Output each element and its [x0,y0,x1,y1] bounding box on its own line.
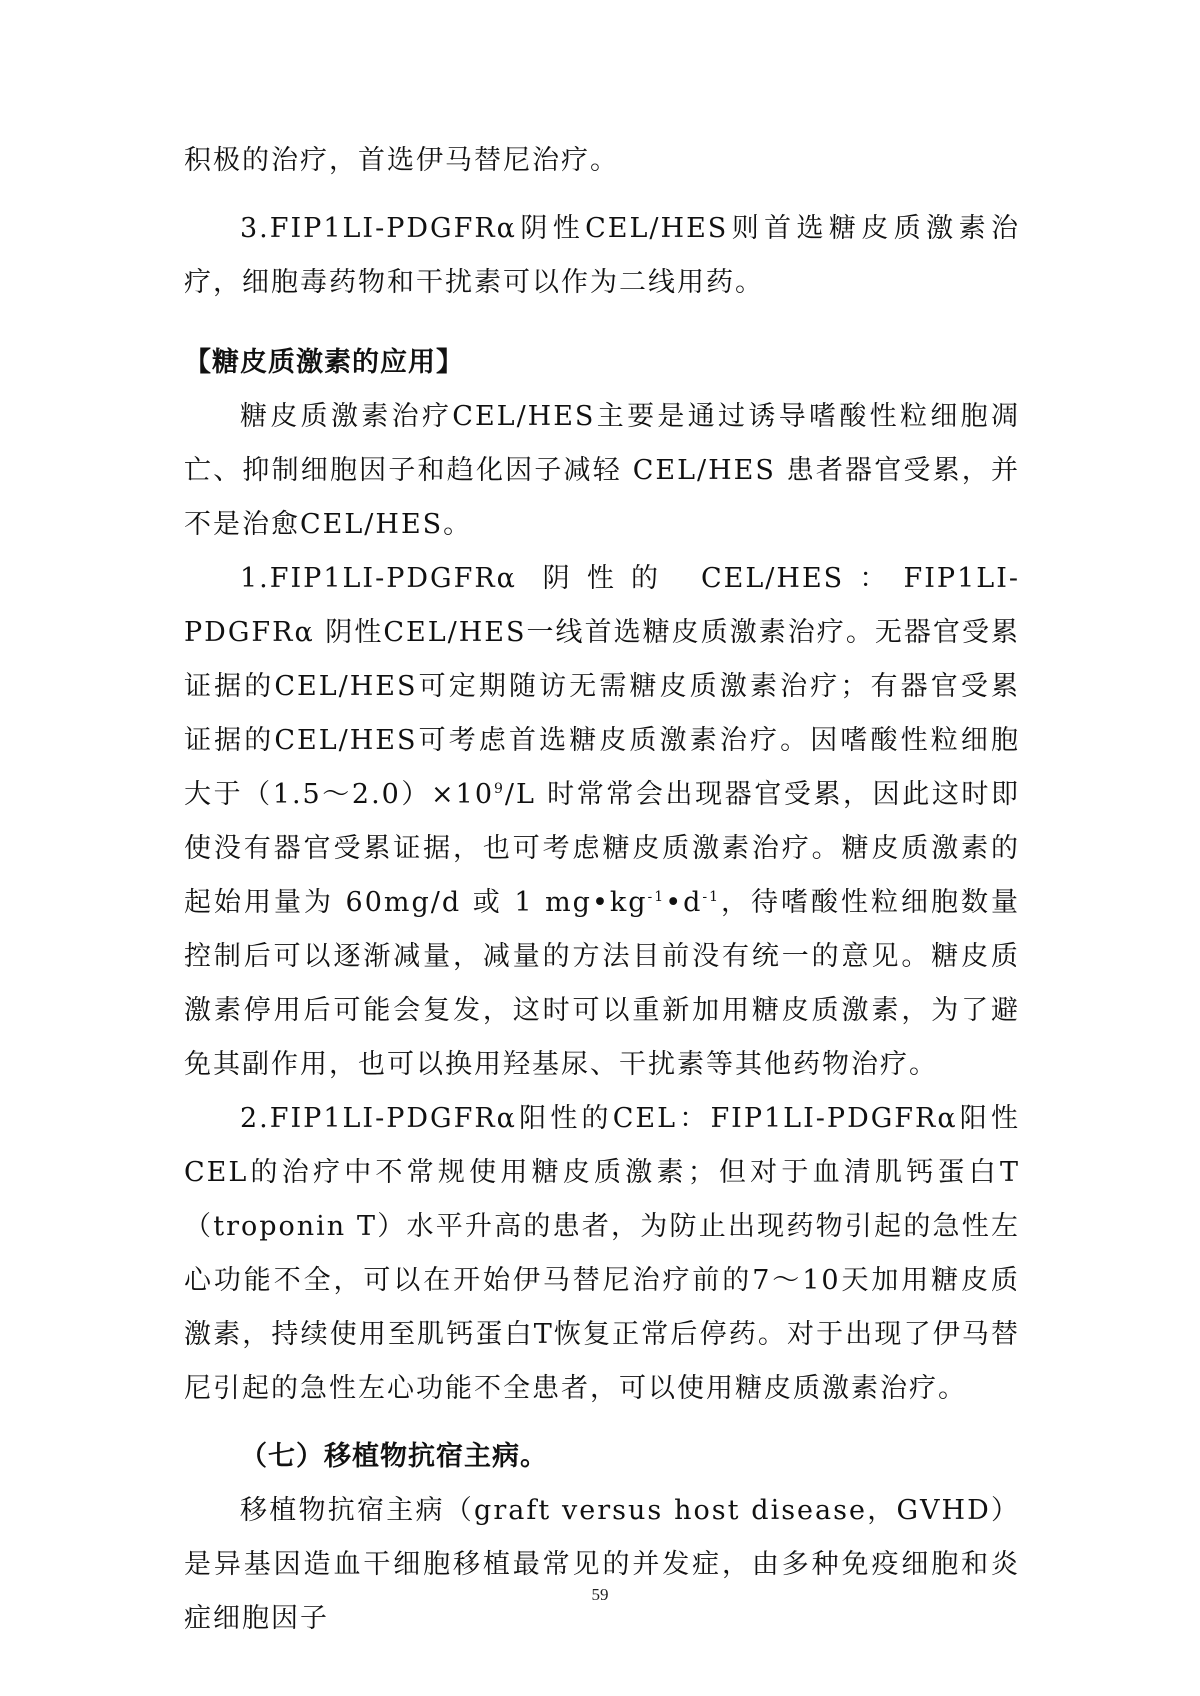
subsection-heading: （七）移植物抗宿主病。 [240,1441,548,1472]
paragraph-item-1-part-c: •d [665,887,703,918]
superscript-exponent: 9 [494,781,505,797]
superscript-kg: -1 [647,889,666,905]
paragraph-item-1 [184,552,1020,1092]
paragraph-intro: 糖皮质激素治疗CEL/HES主要是通过诱导嗜酸性粒细胞凋亡、抑制细胞因子和趋化因子减轻 CEL/HES 患者器官受累，并不是治愈CEL/HES。 [184,401,1020,540]
paragraph-gvhd: 移植物抗宿主病（graft versus host disease，GVHD）是异基因造血干细胞移植最常见的并发症，由多种免疫细胞和炎症细胞因子 [184,1495,1020,1634]
paragraph-item-2: 2.FIP1LI-PDGFRα阳性的CEL：FIP1LI-PDGFRα阳性CEL的治疗中不常规使用糖皮质激素；但对于血清肌钙蛋白T（troponin T）水平升高的患者，为防止出现药物引起的急性左心功能不全，可以在开始伊马替尼治疗前的7～10天加用糖皮质激素，持续使用至肌钙蛋白T恢复正常后停药。对于出现了伊马替尼引起的急性左心功能不全患者，可以使用糖皮质激素治疗。 [184,1103,1020,1404]
paragraph-item-1-part-a: 1.FIP1LI-PDGFRα 阴性的 CEL/HES：FIP1LI-PDGFRα 阴性CEL/HES一线首选糖皮质激素治疗。无器官受累证据的CEL/HES可定期随访无需糖皮质激素治疗；有器官受累证据的CEL/HES可考虑首选糖皮质激素治疗。因嗜酸性粒细胞大于（1.5～2.0）×10 [184,563,1020,810]
paragraph-item-3: 3.FIP1LI-PDGFRα阴性CEL/HES则首选糖皮质激素治疗，细胞毒药物和干扰素可以作为二线用药。 [184,213,1020,298]
body-text [184,134,1020,1646]
superscript-d: -1 [702,889,721,905]
paragraph-item-1-part-b: /L 时常常会出现器官受累，因此这时即使没有器官受累证据，也可考虑糖皮质激素治疗。糖皮质激素的起始用量为 60mg/d 或 1 mg•kg [184,779,1020,918]
page-number: 59 [591,1585,609,1604]
paragraph-item-1-part-d: ，待嗜酸性粒细胞数量控制后可以逐渐减量，减量的方法目前没有统一的意见。糖皮质激素停用后可能会复发，这时可以重新加用糖皮质激素，为了避免其副作用，也可以换用羟基尿、干扰素等其他药物治疗。 [184,887,1020,1080]
paragraph-continuation: 积极的治疗，首选伊马替尼治疗。 [184,145,619,176]
section-heading: 【糖皮质激素的应用】 [184,347,464,378]
